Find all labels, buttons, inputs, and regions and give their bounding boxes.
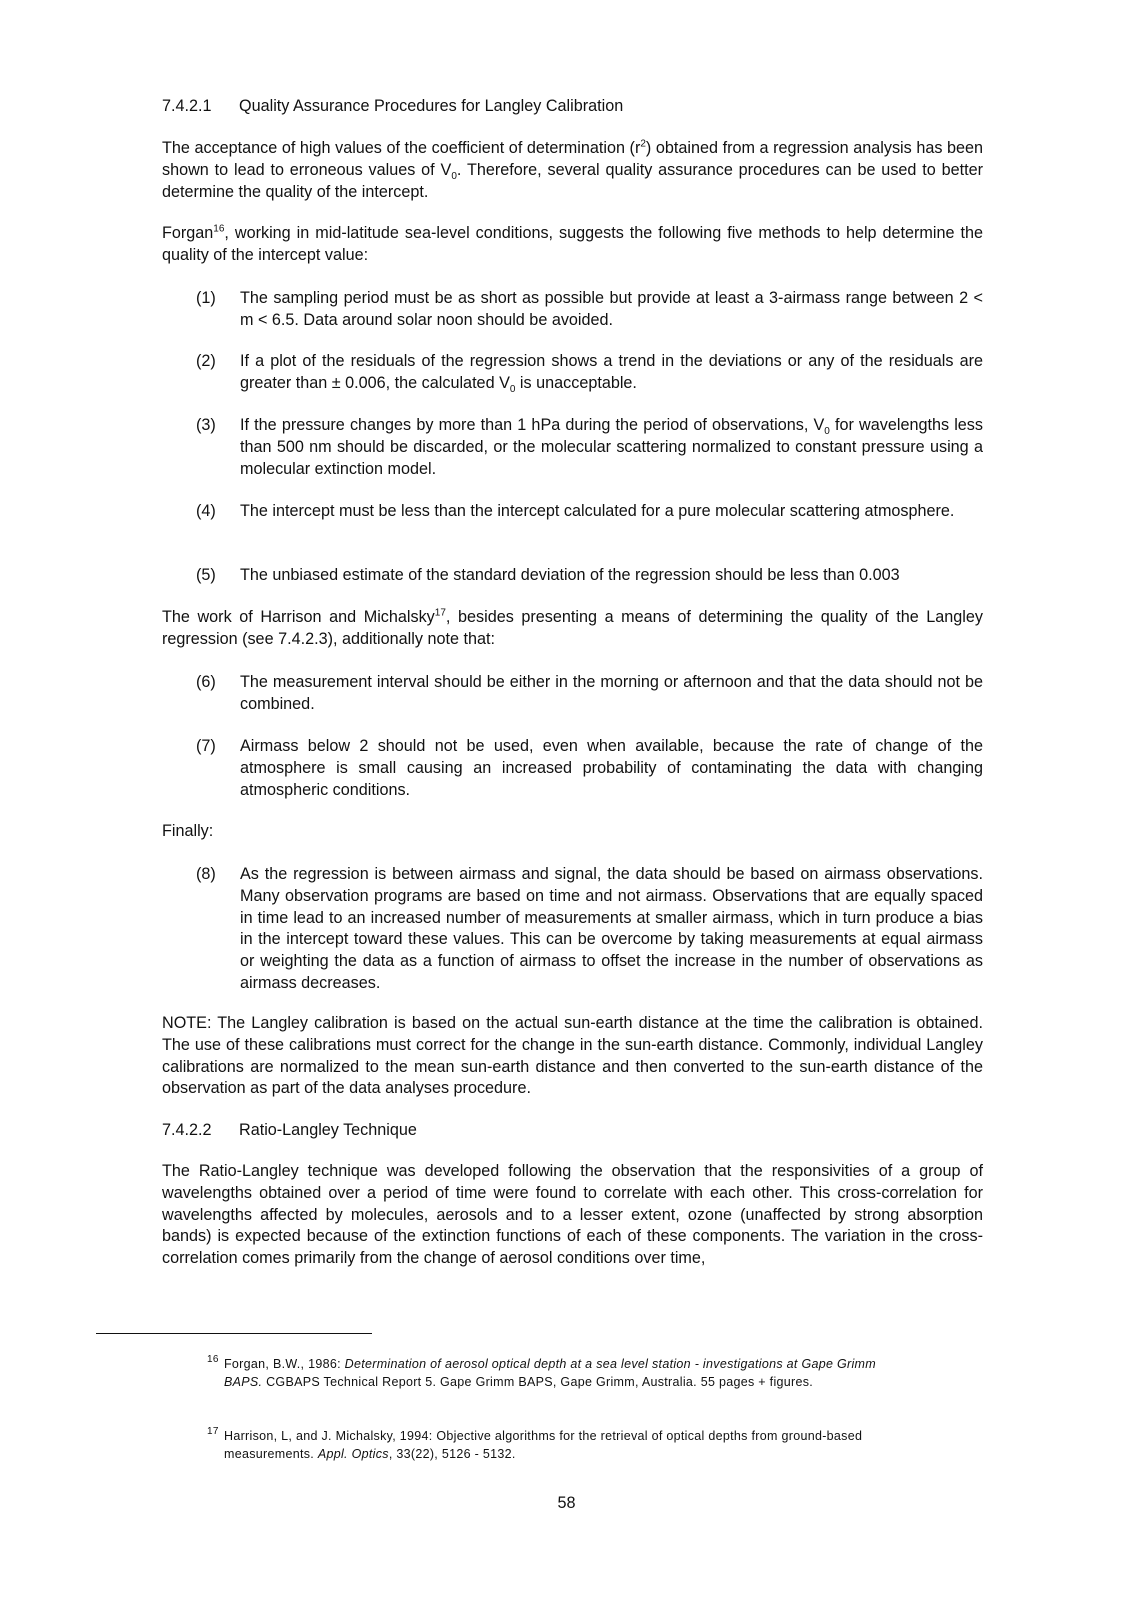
- section-heading-7-4-2-2: [162, 1119, 417, 1141]
- paragraph-note: NOTE: The Langley calibration is based on the actual sun-earth distance at the time the calibration is obtained. The use of these calibrations must correct for the change in the sun-earth distance. Commonly, individual Langley calibrations are normalized to the mean sun-earth distance and then converted to the sun-earth distance of the observation as part of the data analyses procedure.: [162, 1014, 983, 1098]
- list-item: (3) If the pressure changes by more than 1 hPa during the period of observations, $V_0$ for wavelengths less than 500 nm should be discarded, or the molecular scattering normalized to constant pressure using a molecular extinction model.: [196, 416, 983, 478]
- section-title: Quality Assurance Procedures for Langley Calibration: [239, 97, 624, 115]
- footnote-ref-16[interactable]: 16: [213, 223, 225, 235]
- section-number: 7.4.2.1: [162, 97, 212, 115]
- paragraph-coefficient: The acceptance of high values of the coefficient of determination $(r^2)$ obtained from a regression analysis has been shown to lead to erroneous values of $V_0$. Therefore, several quality assurance procedures can be used to better determine the quality of the intercept.: [162, 138, 984, 201]
- footnote-ref-17[interactable]: 17: [434, 607, 446, 619]
- paragraph-forgan: Forgan$^{16}$, working in mid-latitude sea-level conditions, suggests the following five methods to help determine the quality of the intercept value:: [162, 223, 983, 264]
- list-item: (4) The intercept must be less than the intercept calculated for a pure molecular scattering atmosphere.: [196, 502, 955, 520]
- footnote-17: 17 Harrison, L, and J. Michalsky, 1994: Objective algorithms for the retrieval of optical depths from ground-based measurements. Appl. Optics, 33(22), 5126 - 5132.: [207, 1426, 863, 1461]
- page-number: 58: [557, 1494, 576, 1512]
- list-item: (1) The sampling period must be as short as possible but provide at least a 3-airmass range between 2 < m < 6.5. Data around solar noon should be avoided.: [196, 289, 983, 329]
- list-item: (5) The unbiased estimate of the standard deviation of the regression should be less than 0.003: [196, 566, 900, 584]
- section-number: 7.4.2.2: [162, 1121, 212, 1139]
- footnote-separator: [96, 1333, 372, 1334]
- paragraph-ratio-langley: The Ratio-Langley technique was developed following the observation that the responsivities of a group of wavelengths obtained over a period of time were found to correlate with each other. This cross-correlation for wavelengths affected by molecules, aerosols and to a lesser extent, ozone (unaffected by strong absorption bands) is expected because of the extinction functions of each of these components. The variation in the cross-correlation comes primarily from the change of aerosol conditions over time,: [162, 1162, 983, 1268]
- list-item: (2) If a plot of the residuals of the regression shows a trend in the deviations or any of the residuals are greater than ± 0.006, the calculated $V_0$ is unacceptable.: [196, 352, 983, 396]
- section-title: Ratio-Langley Technique: [239, 1121, 417, 1139]
- list-item: (8) As the regression is between airmass and signal, the data should be based on airmass observations. Many observation programs are based on time and not airmass. Observations that are equally spaced in time lead to an increased number of measurements at smaller airmass, which in turn produce a bias in the intercept toward these values. This can be overcome by taking measurements at equal airmass or weighting the data as a function of airmass to offset the increase in the number of observations as airmass decreases.: [196, 865, 983, 992]
- list-item: (6) The measurement interval should be either in the morning or afternoon and that the data should not be combined.: [196, 673, 983, 713]
- paragraph-harrison: The work of Harrison and Michalsky$^{17}$, besides presenting a means of determining the quality of the Langley regression (see 7.4.2.3), additionally note that:: [162, 607, 983, 648]
- paragraph-finally: Finally:: [162, 822, 214, 840]
- list-item: (7) Airmass below 2 should not be used, even when available, because the rate of change of the atmosphere is small causing an increased probability of contaminating the data with changing atmospheric conditions.: [196, 737, 983, 799]
- footnote-16: 16 Forgan, B.W., 1986: Determination of aerosol optical depth at a sea level station - investigations at Gape Grimm BAPS. CGBAPS Technical Report 5. Gape Grimm BAPS, Gape Grimm, Australia. 55 pages + figures.: [207, 1354, 876, 1389]
- section-heading-7-4-2-1: [162, 95, 623, 117]
